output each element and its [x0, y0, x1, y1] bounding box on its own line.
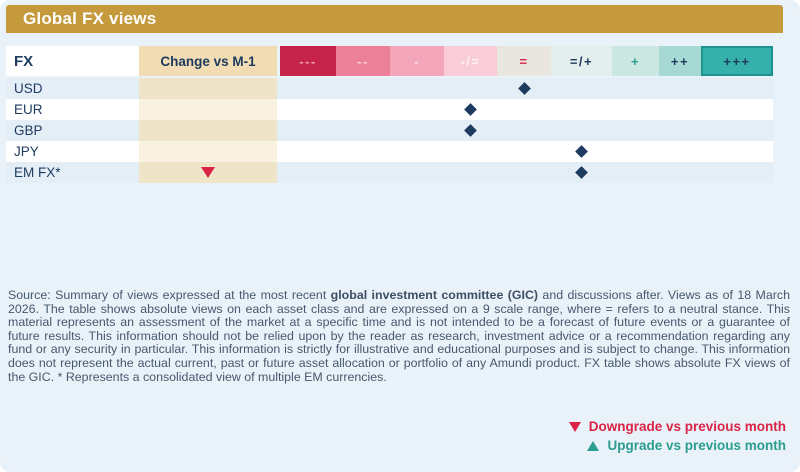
scale-header-cell: -/= — [444, 46, 497, 76]
view-cell — [497, 78, 551, 99]
view-cell — [280, 120, 336, 141]
legend-downgrade — [569, 419, 786, 434]
view-cell — [551, 78, 612, 99]
source-note — [8, 289, 790, 384]
view-cell — [612, 78, 659, 99]
view-cell — [551, 99, 612, 120]
source-text-prefix: Source: Summary of views expressed at the most recent — [8, 288, 331, 302]
legend-downgrade-label: Downgrade vs previous month — [588, 419, 786, 434]
view-cell — [659, 78, 701, 99]
scale-header-cell: = — [497, 46, 551, 76]
table-row — [6, 99, 773, 120]
view-cell — [612, 162, 659, 183]
view-cell — [612, 120, 659, 141]
view-diamond-icon — [575, 166, 588, 179]
view-cell — [444, 78, 497, 99]
currency-label: EM FX* — [14, 165, 61, 180]
view-cell — [390, 78, 444, 99]
view-cell — [390, 162, 444, 183]
table-row — [6, 141, 773, 162]
view-cell — [336, 141, 390, 162]
downgrade-triangle-icon — [569, 422, 581, 432]
legend — [569, 419, 786, 453]
scale-header-cell: -- — [336, 46, 390, 76]
view-cell — [336, 162, 390, 183]
view-cell — [444, 99, 497, 120]
change-cell — [139, 78, 277, 99]
view-cell — [701, 99, 773, 120]
view-cell — [280, 162, 336, 183]
scale-header-cell: ++ — [659, 46, 701, 76]
view-diamond-icon — [518, 82, 531, 95]
view-cell — [701, 162, 773, 183]
scale-header-cell: - — [390, 46, 444, 76]
view-cell — [390, 120, 444, 141]
scale-header-cell: --- — [280, 46, 336, 76]
view-cell — [390, 99, 444, 120]
change-cell — [139, 120, 277, 141]
table-header-row — [6, 46, 773, 76]
view-cell — [280, 141, 336, 162]
change-cell — [139, 99, 277, 120]
table-row — [6, 162, 773, 183]
change-column-header: Change vs M-1 — [139, 46, 277, 76]
view-cell — [659, 120, 701, 141]
view-cell — [390, 141, 444, 162]
view-cell — [701, 120, 773, 141]
scale-header-cell: +++ — [701, 46, 773, 76]
source-text-bold: global investment committee (GIC) — [330, 288, 539, 302]
scale-header-cell: =/+ — [551, 46, 612, 76]
view-cell — [551, 162, 612, 183]
view-cell — [280, 78, 336, 99]
title-bar — [6, 5, 783, 33]
view-cell — [336, 99, 390, 120]
table-row — [6, 78, 773, 99]
currency-label: USD — [14, 81, 43, 96]
scale-header-cell: + — [612, 46, 659, 76]
view-cell — [612, 99, 659, 120]
view-cell — [659, 141, 701, 162]
view-cell — [497, 162, 551, 183]
currency-label: EUR — [14, 102, 43, 117]
view-cell — [659, 99, 701, 120]
fx-column-header: FX — [6, 46, 139, 76]
legend-upgrade — [587, 438, 786, 453]
view-cell — [701, 78, 773, 99]
view-cell — [612, 141, 659, 162]
view-cell — [551, 120, 612, 141]
view-cell — [336, 78, 390, 99]
view-cell — [497, 141, 551, 162]
currency-label: GBP — [14, 123, 43, 138]
downgrade-triangle-icon — [201, 167, 215, 178]
table-body — [6, 78, 773, 183]
view-cell — [444, 162, 497, 183]
view-cell — [497, 99, 551, 120]
view-diamond-icon — [575, 145, 588, 158]
fx-table — [6, 46, 773, 183]
view-cell — [336, 120, 390, 141]
view-cell — [444, 120, 497, 141]
currency-label: JPY — [14, 144, 39, 159]
view-cell — [497, 120, 551, 141]
source-text-suffix: and discussions after. Views as of 18 March 2026. The table shows absolute views on each asset class and are expressed on a 9 scale range, where = refers to a neutral stance. This material represents an assessment of the market at a specific time and is not intended to be a forecast of future events or a guarantee of future results. This information should not be relied upon by the reader as research, investment advice or a recommendation regarding any fund or any security in particular. This information is strictly for illustrative and educational purposes and is subject to change. This information does not represent the actual current, past or future asset allocation or portfolio of any Amundi product. FX table shows absolute FX views of the GIC. * Represents a consolidated view of multiple EM currencies. — [8, 288, 790, 384]
legend-upgrade-label: Upgrade vs previous month — [607, 438, 786, 453]
view-cell — [659, 162, 701, 183]
view-diamond-icon — [464, 103, 477, 116]
table-row — [6, 120, 773, 141]
scale-header — [280, 46, 773, 76]
change-cell — [139, 162, 277, 183]
view-cell — [444, 141, 497, 162]
view-cell — [701, 141, 773, 162]
page-title: Global FX views — [23, 9, 157, 28]
view-cell — [551, 141, 612, 162]
view-diamond-icon — [464, 124, 477, 137]
view-cell — [280, 99, 336, 120]
upgrade-triangle-icon — [587, 441, 599, 451]
change-cell — [139, 141, 277, 162]
